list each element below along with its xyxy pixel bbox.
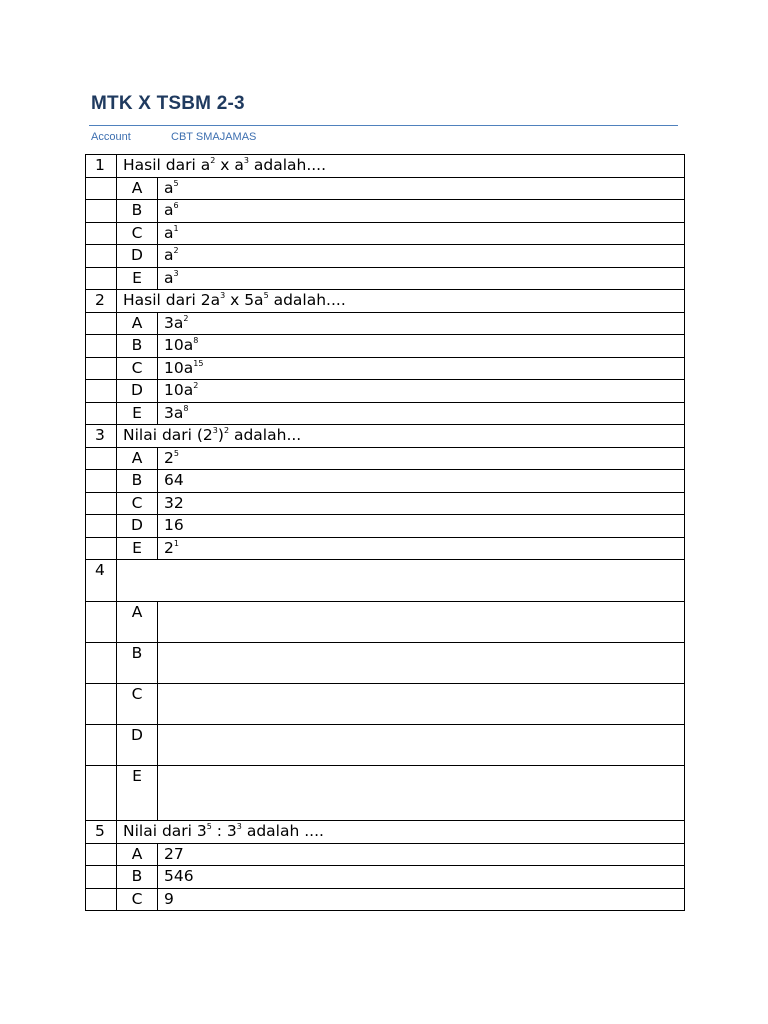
- exponent: 5: [263, 291, 269, 300]
- option-letter: C: [117, 684, 158, 725]
- option-row: [86, 222, 685, 245]
- option-row: [86, 492, 685, 515]
- option-spacer-cell: [86, 515, 117, 538]
- option-spacer-cell: [86, 537, 117, 560]
- option-value: [158, 766, 685, 821]
- exponent: 3: [212, 426, 218, 435]
- option-value: [158, 602, 685, 643]
- question-text: [117, 560, 685, 602]
- option-row: [86, 357, 685, 380]
- question-row: [86, 560, 685, 602]
- option-row: [86, 725, 685, 766]
- question-row: [86, 425, 685, 448]
- option-row: [86, 515, 685, 538]
- option-value: $a^3$: [158, 267, 685, 290]
- option-row: [86, 684, 685, 725]
- exponent: 8: [193, 336, 199, 345]
- option-spacer-cell: [86, 843, 117, 866]
- option-letter: B: [117, 866, 158, 889]
- option-row: [86, 766, 685, 821]
- option-value: $a^5$: [158, 177, 685, 200]
- option-letter: C: [117, 357, 158, 380]
- question-text: Hasil dari $a^2$ x $a^3$ adalah....: [117, 155, 685, 178]
- option-value: 9: [158, 888, 685, 911]
- option-letter: B: [117, 643, 158, 684]
- exponent: 2: [173, 246, 179, 255]
- question-row: [86, 155, 685, 178]
- exponent: 2: [223, 426, 230, 435]
- option-letter: C: [117, 492, 158, 515]
- option-row: [86, 312, 685, 335]
- exponent: 2: [210, 156, 216, 165]
- exponent: 1: [173, 223, 179, 233]
- option-spacer-cell: [86, 245, 117, 268]
- option-row: [86, 335, 685, 358]
- exponent: 2: [193, 381, 199, 390]
- option-value: 27: [158, 843, 685, 866]
- exponent: 5: [206, 822, 212, 831]
- option-letter: B: [117, 335, 158, 358]
- option-spacer-cell: [86, 866, 117, 889]
- option-row: [86, 267, 685, 290]
- option-value: 32: [158, 492, 685, 515]
- question-row: [86, 290, 685, 313]
- option-value: [158, 684, 685, 725]
- option-letter: A: [117, 843, 158, 866]
- option-letter: D: [117, 245, 158, 268]
- option-spacer-cell: [86, 200, 117, 223]
- option-spacer-cell: [86, 335, 117, 358]
- option-letter: D: [117, 380, 158, 403]
- option-row: [86, 888, 685, 911]
- option-spacer-cell: [86, 357, 117, 380]
- exponent: 5: [173, 448, 179, 458]
- exponent: 15: [193, 358, 204, 368]
- question-text: Hasil dari $2a^3$ x $5a^5$ adalah....: [117, 290, 685, 313]
- account-label: Account: [91, 131, 131, 143]
- question-number: 2: [86, 290, 117, 313]
- option-row: [86, 537, 685, 560]
- option-letter: D: [117, 725, 158, 766]
- option-row: [86, 602, 685, 643]
- option-spacer-cell: [86, 492, 117, 515]
- option-value: [158, 643, 685, 684]
- exponent: 5: [173, 178, 179, 188]
- option-row: [86, 470, 685, 493]
- option-value: $3a^8$: [158, 402, 685, 425]
- exponent: 2: [183, 313, 189, 323]
- option-value: $a^6$: [158, 200, 685, 223]
- option-row: [86, 245, 685, 268]
- exponent: 3: [173, 268, 179, 278]
- option-spacer-cell: [86, 447, 117, 470]
- exponent: 6: [173, 201, 179, 210]
- question-table-body: [86, 155, 685, 911]
- option-spacer-cell: [86, 380, 117, 403]
- option-value: $10a^8$: [158, 335, 685, 358]
- option-row: [86, 643, 685, 684]
- option-row: [86, 380, 685, 403]
- option-value: $2^5$: [158, 447, 685, 470]
- option-spacer-cell: [86, 222, 117, 245]
- document-title: MTK X TSBM 2-3: [91, 93, 245, 114]
- option-spacer-cell: [86, 470, 117, 493]
- option-letter: A: [117, 602, 158, 643]
- question-number: 1: [86, 155, 117, 178]
- question-number: 3: [86, 425, 117, 448]
- option-value: $3a^2$: [158, 312, 685, 335]
- option-letter: A: [117, 177, 158, 200]
- option-row: [86, 200, 685, 223]
- exponent: 3: [220, 291, 226, 300]
- option-letter: B: [117, 200, 158, 223]
- option-letter: D: [117, 515, 158, 538]
- option-letter: E: [117, 766, 158, 821]
- option-value: [158, 725, 685, 766]
- option-letter: E: [117, 537, 158, 560]
- option-spacer-cell: [86, 888, 117, 911]
- option-value: 64: [158, 470, 685, 493]
- option-row: [86, 866, 685, 889]
- option-spacer-cell: [86, 267, 117, 290]
- option-letter: A: [117, 447, 158, 470]
- option-letter: C: [117, 222, 158, 245]
- header-divider: [89, 125, 678, 126]
- question-number: 5: [86, 821, 117, 844]
- exponent: 3: [243, 156, 249, 165]
- question-text: Nilai dari $3^5$ : $3^3$ adalah ....: [117, 821, 685, 844]
- account-value: CBT SMAJAMAS: [171, 131, 257, 143]
- option-letter: E: [117, 402, 158, 425]
- option-value: $a^1$: [158, 222, 685, 245]
- option-spacer-cell: [86, 766, 117, 821]
- option-spacer-cell: [86, 684, 117, 725]
- option-value: $a^2$: [158, 245, 685, 268]
- option-spacer-cell: [86, 725, 117, 766]
- option-value: 546: [158, 866, 685, 889]
- question-number: 4: [86, 560, 117, 602]
- question-text: Nilai dari $(2^3)^2$ adalah...: [117, 425, 685, 448]
- option-value: $10a^2$: [158, 380, 685, 403]
- option-spacer-cell: [86, 643, 117, 684]
- option-letter: C: [117, 888, 158, 911]
- option-value: 16: [158, 515, 685, 538]
- option-row: [86, 447, 685, 470]
- question-table: [85, 154, 685, 911]
- option-spacer-cell: [86, 177, 117, 200]
- option-spacer-cell: [86, 312, 117, 335]
- option-row: [86, 402, 685, 425]
- option-row: [86, 843, 685, 866]
- option-spacer-cell: [86, 402, 117, 425]
- option-spacer-cell: [86, 602, 117, 643]
- option-letter: A: [117, 312, 158, 335]
- option-letter: B: [117, 470, 158, 493]
- option-value: $10a^{15}$: [158, 357, 685, 380]
- exponent: 1: [173, 538, 179, 548]
- exponent: 8: [183, 403, 189, 413]
- exponent: 3: [236, 822, 242, 831]
- question-row: [86, 821, 685, 844]
- option-row: [86, 177, 685, 200]
- option-letter: E: [117, 267, 158, 290]
- option-value: $2^1$: [158, 537, 685, 560]
